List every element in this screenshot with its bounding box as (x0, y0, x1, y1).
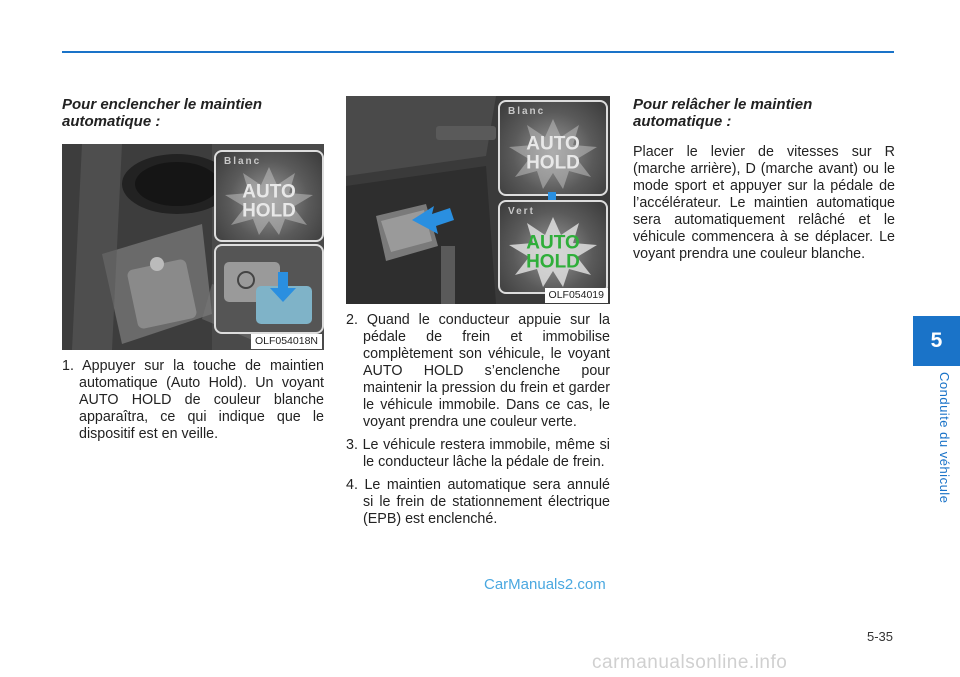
inset-label-green: Vert (508, 206, 535, 217)
auto-hold-button-figure (62, 144, 324, 350)
auto-hold-text-green (500, 234, 606, 272)
chapter-tab: 5 (913, 316, 960, 366)
step-2: 2. Quand le conducteur appuie sur la pédale de frein et immobilise complètement son véhicule, le voyant AUTO HOLD s’enclenche pour maintenir la pression du frein et garder le véhicule immobile. Dans ce cas, le voyant prendra une couleur verte. (346, 312, 610, 430)
step-1: 1. Appuyer sur la touche de maintien automatique (Auto Hold). Un voyant AUTO HOLD de couleur blanche apparaîtra, ce qui indique que le dispositif est en veille. (62, 358, 324, 442)
footer-watermark: carmanualsonline.info (592, 652, 788, 673)
white-indicator-inset (498, 100, 608, 196)
figure-caption: OLF054019 (545, 288, 608, 303)
page-number: 5-35 (866, 629, 893, 644)
top-rule (62, 51, 894, 53)
hold-word: HOLD (242, 200, 296, 222)
hold-word: HOLD (526, 251, 580, 273)
hold-word: HOLD (526, 152, 580, 174)
auto-hold-text (216, 183, 322, 221)
auto-word: AUTO (526, 232, 580, 254)
auto-hold-button-closeup (214, 244, 324, 334)
green-indicator-inset (498, 200, 608, 294)
middle-column (346, 96, 610, 534)
step-3: 3. Le véhicule restera immobile, même si le conducteur lâche la pédale de frein. (346, 437, 610, 470)
brake-pedal-figure (346, 96, 610, 304)
figure-caption: OLF054018N (251, 334, 322, 349)
inset-label-white: Blanc (224, 156, 262, 167)
release-heading: Pour relâcher le maintien automatique : (633, 96, 813, 130)
left-column (62, 96, 324, 449)
chapter-title: Conduite du véhicule (937, 372, 952, 504)
inset-label-white: Blanc (508, 106, 546, 117)
engage-steps-middle (346, 312, 610, 528)
auto-word: AUTO (242, 181, 296, 203)
auto-hold-indicator-inset (214, 150, 324, 242)
release-paragraph: Placer le levier de vitesses sur R (marche arrière), D (marche avant) ou le mode sport et appuyer sur la pédale de l’accélérateur. Le maintien automatique sera automatiquement relâché et le véhicule commencera à se déplacer. Le voyant prendra une couleur blanche. (633, 144, 895, 262)
button-closeup-illustration (216, 246, 322, 332)
engage-steps-left (62, 358, 324, 443)
auto-hold-text-white (500, 135, 606, 173)
step-4: 4. Le maintien automatique sera annulé si le frein de stationnement électrique (EPB) est enclenché. (346, 477, 610, 527)
engage-heading: Pour enclencher le maintien automatique : (62, 96, 263, 130)
auto-word: AUTO (526, 133, 580, 155)
site-watermark: CarManuals2.com (484, 576, 606, 593)
right-column (633, 96, 895, 263)
